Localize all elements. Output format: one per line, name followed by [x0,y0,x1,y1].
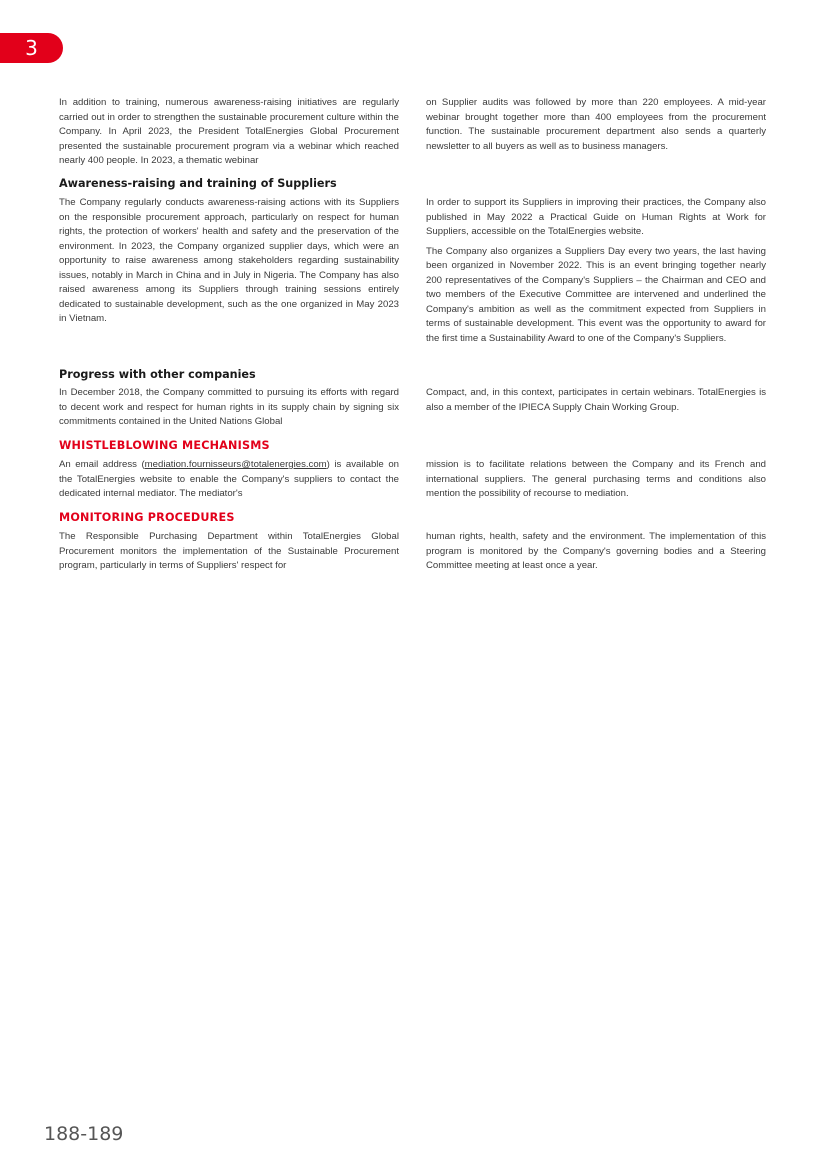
intro-right-paragraph: on Supplier audits was followed by more than 220 employees. A mid-year webinar brought together more than 400 employees from the procurement function. The sustainable procurement department also sends a quarterly newsletter to all buyers as well as to business managers. [426,97,766,152]
monitoring-right-text [426,530,766,574]
whistleblowing-right-text [426,458,766,502]
whistleblowing-heading: WHISTLEBLOWING MECHANISMS [59,439,270,452]
awareness-right-paragraph-2: The Company also organizes a Suppliers Day every two years, the last having been organized in November 2022. This is an event bringing together nearly 200 representatives of the Company's Suppliers – the Chairman and CEO and two members of the Executive Committee are intervened and underlined the Company's ambition as well as the commitment expected from Suppliers in terms of sustainable development. This event was the opportunity to award for the first time a Sustainability Award to one of the Company's Suppliers. [426,245,766,344]
monitoring-right-paragraph: human rights, health, safety and the environment. The implementation of this program is monitored by the Company's governing bodies and a Steering Committee meeting at least once a year. [426,531,766,571]
whistleblowing-left-text [59,458,399,502]
mediation-email-link[interactable]: mediation.fournisseurs@totalenergies.com [144,459,327,470]
monitoring-left-text [59,530,399,574]
whistleblowing-text-after: ) is available on the TotalEnergies website to enable the Company's suppliers to contact the dedicated internal mediator. The mediator's [59,459,399,499]
awareness-right-text [426,196,766,346]
progress-left-paragraph: In December 2018, the Company committed to pursuing its efforts with regard to decent work and respect for human rights in its supply chain by signing six commitments contained in the United Nations Global [59,387,399,427]
awareness-left-text [59,196,399,327]
whistleblowing-right-paragraph: mission is to facilitate relations between the Company and its French and international suppliers. The general purchasing terms and conditions also mention the possibility of recourse to mediation. [426,459,766,499]
whistleblowing-left-paragraph [59,458,399,502]
intro-left-text [59,96,399,169]
progress-left-text [59,386,399,430]
intro-right-text [426,96,766,154]
whistleblowing-text-before: An email address ( [59,459,145,470]
monitoring-left-paragraph: The Responsible Purchasing Department within TotalEnergies Global Procurement monitors the implementation of the Sustainable Procurement program, particularly in terms of Suppliers' respect for [59,531,399,571]
page-numbers: 188-189 [44,1123,124,1145]
progress-right-paragraph: Compact, and, in this context, participates in certain webinars. TotalEnergies is also a member of the IPIECA Supply Chain Working Group. [426,387,766,413]
awareness-heading: Awareness-raising and training of Suppliers [59,177,337,190]
awareness-left-paragraph: The Company regularly conducts awareness-raising actions with its Suppliers on the responsible procurement approach, particularly on respect for human rights, the protection of workers' health and safety and the preservation of the environment. In 2023, the Company organized supplier days, which were an opportunity to raise awareness among stakeholders regarding sustainability issues, notably in March in China and in July in Nigeria. The Company has also raised awareness among its Suppliers through training sessions entirely dedicated to sustainable development, such as the one organized in May 2023 in Vietnam. [59,197,399,324]
page-number-tab: 3 [0,33,63,63]
progress-heading: Progress with other companies [59,368,256,381]
intro-left-paragraph: In addition to training, numerous awareness-raising initiatives are regularly carried out in order to strengthen the sustainable procurement culture within the Company. In April 2023, the President TotalEnergies Global Procurement presented the sustainable procurement program via a webinar which reached nearly 400 people. In 2023, a thematic webinar [59,97,399,166]
progress-right-text [426,386,766,415]
awareness-right-paragraph-1: In order to support its Suppliers in improving their practices, the Company also published in May 2022 a Practical Guide on Human Rights at Work for Suppliers, accessible on the TotalEnergies website. [426,197,766,237]
monitoring-heading: MONITORING PROCEDURES [59,511,235,524]
